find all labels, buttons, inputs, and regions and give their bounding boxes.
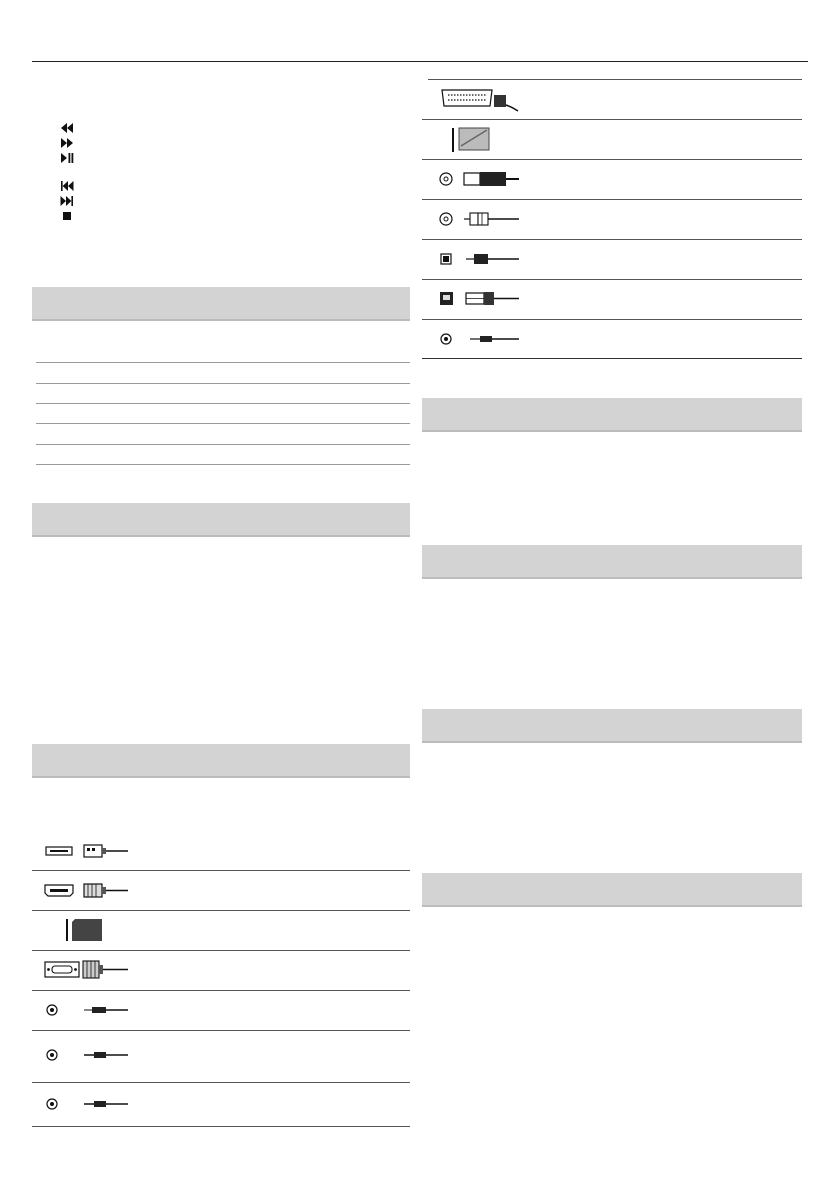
section-header [422,545,802,579]
minijack-av-connector-icon [42,1001,132,1021]
connector-row [32,990,410,1031]
ci-card-slot-icon [42,917,132,943]
connector-row [422,80,802,120]
skip-previous-icon [60,180,74,192]
rewind-icon [60,122,74,134]
hdmi-connector-icon [42,881,132,901]
section-header [422,873,802,907]
usb-connector-icon [42,842,132,862]
headphone-jack-icon [42,1046,132,1066]
connector-row [32,1030,410,1083]
left-column [32,62,410,1132]
scart-connector-icon [432,87,522,113]
spec-row-divider [36,383,410,384]
section-header [32,744,410,778]
section-header [422,398,802,432]
fast-forward-icon [60,137,74,149]
connector-row [422,239,802,280]
connector-row [422,119,802,160]
mini-av-jack-icon [432,329,522,349]
connector-row [32,910,410,951]
spec-row-divider [36,423,410,424]
satellite-lnb-connector-icon [432,209,522,229]
spec-row-divider [36,362,410,363]
connector-row [32,870,410,911]
spec-row-divider [36,464,410,465]
connector-row [422,199,802,240]
connector-row [422,159,802,200]
play-pause-icon [60,152,74,164]
stop-icon [60,210,74,222]
vga-connector-icon [42,959,132,981]
section-header [32,503,410,537]
connector-row [32,950,410,991]
section-header [422,709,802,743]
optical-audio-connector-icon [432,249,522,269]
ci-module-slot-icon [432,126,522,152]
spec-row-divider [36,444,410,445]
lan-ethernet-connector-icon [432,288,522,310]
connector-row [422,319,802,359]
rf-antenna-connector-icon [432,169,522,189]
skip-next-icon [60,195,74,207]
connector-row [32,830,410,871]
connector-row [32,1082,410,1127]
right-column [422,62,802,1132]
connector-row [422,279,802,320]
section-header [32,287,410,321]
audio-jack-icon [42,1095,132,1115]
spec-row-divider [36,403,410,404]
